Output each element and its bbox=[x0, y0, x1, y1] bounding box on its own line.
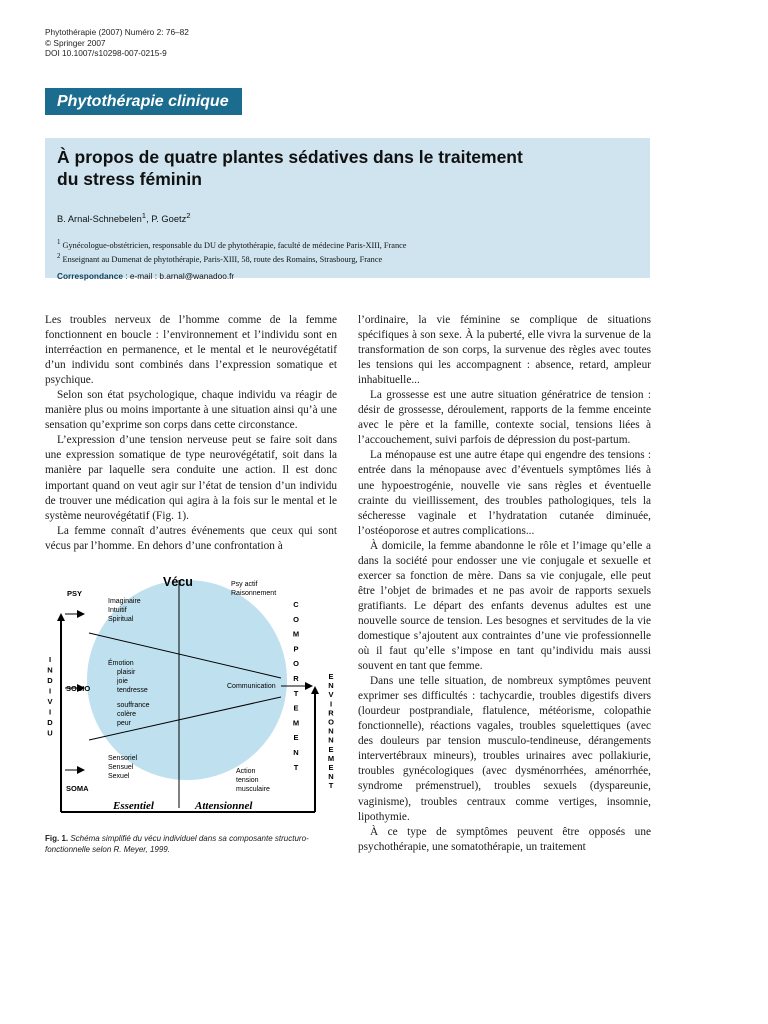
environnement-letter: T bbox=[328, 781, 334, 791]
affiliations bbox=[57, 237, 638, 265]
comportement-letter: O bbox=[293, 659, 299, 669]
diagram-title: Vécu bbox=[163, 575, 193, 589]
journal-info bbox=[45, 27, 189, 59]
label-joie: joie bbox=[117, 678, 128, 685]
individu-letter: V bbox=[47, 697, 53, 706]
environnement-letter: I bbox=[329, 699, 333, 709]
environnement-letter: R bbox=[328, 708, 334, 718]
title-line-2: du stress féminin bbox=[57, 169, 202, 189]
title-line-1: À propos de quatre plantes sédatives dans le traitement bbox=[57, 147, 523, 167]
authors bbox=[57, 211, 638, 224]
paragraph: Dans une telle situation, de nombreux symptômes peuvent exprimer ses difficultés : tachycardie, troubles digestifs divers (lourdeur postprandiale, flatulence, météorisme, colopathie fonctionnelle), réactions vagales, troubles squelettiques (avec des douleurs par tension musculo-tendineuse, dérangements intervertébraux mineurs), troubles urinaires avec pollakiurie, troubles gynécologiques (avec dysménorrhées, aménorrhée, syndrome prémenstruel), troubles sexuels (dyspareunie, vaginisme), troubles centraux comme vertiges, insomnie, lipothymie. bbox=[358, 675, 651, 823]
affiliation-1-text: Gynécologue-obstétricien, responsable du DU de phytothérapie, faculté de médecine Paris-XIII, France bbox=[60, 240, 407, 250]
individu-letter: N bbox=[47, 665, 53, 675]
title-box bbox=[45, 138, 650, 281]
label-sensuel: Sensuel bbox=[108, 764, 134, 771]
affiliation-2 bbox=[57, 251, 638, 265]
comportement-letter: E bbox=[293, 733, 299, 743]
comportement-letter: O bbox=[293, 614, 299, 624]
paragraph: La femme connaît d’autres événements que ceux qui sont vécus par l’homme. En dehors d’une confrontation à bbox=[45, 524, 337, 552]
label-spiritual: Spiritual bbox=[108, 616, 134, 623]
comportement-letter: T bbox=[293, 688, 299, 698]
comportement-letter: P bbox=[293, 644, 299, 654]
label-socio: SOCIO bbox=[66, 684, 91, 693]
comportement-letter: C bbox=[293, 600, 299, 609]
affiliation-2-sup: 2 bbox=[57, 252, 61, 260]
label-imaginaire: Imaginaire bbox=[108, 598, 141, 605]
paragraph: l’ordinaire, la vie féminine se complique de situations spécifiques à son sexe. À la puberté, elle vivra la survenue de la transformation de son corps, la survenue des règles avec toutes les tensions qui les accompagnent : absence, retard, ampleur inhabituelle... bbox=[358, 314, 651, 387]
label-souffrance: souffrance bbox=[117, 702, 150, 709]
environnement-letter: O bbox=[328, 717, 334, 727]
figure-caption bbox=[45, 833, 340, 855]
journal-citation: Phytothérapie (2007) Numéro 2: 76–82 bbox=[45, 27, 189, 37]
paragraph: Selon son état psychologique, chaque individu va réagir de manière plus ou moins importante à une situation ainsi qu’à une sensation qu’exprime son corps dans cette circonstance. bbox=[45, 389, 337, 432]
author-1: B. Arnal-Schnebelen bbox=[57, 214, 142, 225]
paragraph: Les troubles nerveux de l’homme comme de la femme fonctionnent en boucle : l’environnement et l’individu sont en interréaction en permanence, et le mental et le neurovégétatif d’un individu sont combinés dans l’expression somatique et psychique. bbox=[45, 314, 337, 387]
individu-letter: D bbox=[47, 676, 53, 685]
section-banner: Phytothérapie clinique bbox=[45, 88, 242, 115]
comportement-letter: M bbox=[292, 629, 300, 639]
paragraph: À domicile, la femme abandonne le rôle et l’image qu’elle a dans la société pour endosser une vie conjugale et sexuelle et exercer sa fonction de mère. Dans sa vie conjugale, elle peut être l’objet de brimades et ne pas avoir de rapports sexuels gratifiants. Le départ des enfants devenus adultes est une nouvelle source de tension. Les besognes et servitudes de la vie domestique s’ajoutent aux contraintes d’une vie professionnelle où il faut qu’elle s’impose en tant qu’individu mais aussi souvent en tant que femme. bbox=[358, 539, 651, 673]
label-raisonnement: Raisonnement bbox=[231, 590, 277, 597]
individu-letter: I bbox=[48, 655, 52, 664]
label-psy-actif: Psy actif bbox=[231, 581, 258, 588]
paragraph: La grossesse est une autre situation génératrice de tension : désir de grossesse, déroulement, rapports de la femme enceinte avec le père et la famille, contexte social, tensions liées à l’accouchement, suivi parfois de dépression du post-partum. bbox=[358, 389, 651, 447]
individu-letter: U bbox=[47, 728, 53, 738]
label-emotion: Émotion bbox=[108, 660, 134, 667]
environnement-letter: E bbox=[328, 763, 334, 772]
affiliation-1 bbox=[57, 237, 638, 251]
body-column-2 bbox=[358, 313, 651, 855]
label-colere: colère bbox=[117, 711, 137, 718]
paragraph: À ce type de symptômes peuvent être opposés une psychothérapie, une somatothérapie, un traitement bbox=[358, 825, 651, 853]
paragraph: La ménopause est une autre étape qui engendre des tensions : entrée dans la ménopause avec d’éventuels symptômes liés à une hypoestrogénie, nouvelle vie sans règles et éventuelle crainte du vieillissement, des troubles pathologiques, tels la sécheresse vaginale et l’hydratation cutanée diminuée, l’ostéoporose et autres complications... bbox=[358, 449, 651, 537]
label-individu-vertical bbox=[47, 655, 53, 738]
paragraph: L’expression d’une tension nerveuse peut se faire soit dans une expression somatique de type neurovégétatif, soit dans la manière par laquelle sera conduite une action. Il est donc important quand on veut agir sur l’état de tension d’un individu de trouver une médication qui agira à la fois sur le mental et le système neurovégétatif (Fig. 1). bbox=[45, 434, 337, 522]
label-musculaire: musculaire bbox=[236, 786, 270, 793]
label-tendresse: tendresse bbox=[117, 687, 148, 694]
environnement-letter: N bbox=[328, 726, 334, 736]
comportement-letter: T bbox=[293, 762, 299, 772]
environnement-letter: N bbox=[328, 735, 334, 745]
body-column-1 bbox=[45, 313, 337, 554]
label-action: Action bbox=[236, 768, 256, 775]
environnement-letter: V bbox=[328, 690, 334, 700]
environnement-letter: N bbox=[328, 772, 334, 782]
individu-letter: D bbox=[47, 718, 53, 727]
label-plaisir: plaisir bbox=[117, 669, 136, 676]
label-attensionnel: Attensionnel bbox=[195, 800, 253, 812]
comportement-letter: E bbox=[293, 703, 299, 713]
article-title bbox=[57, 146, 638, 190]
individu-letter: I bbox=[48, 707, 52, 717]
author-2-sup: 2 bbox=[186, 211, 191, 220]
comportement-letter: M bbox=[292, 718, 300, 728]
correspondence bbox=[57, 271, 638, 281]
label-essentiel: Essentiel bbox=[113, 800, 154, 812]
comportement-letter: N bbox=[293, 748, 299, 757]
caption-text: Schéma simplifié du vécu individuel dans sa composante structuro-fonctionnelle selon R. Meyer, 1999. bbox=[45, 834, 309, 854]
label-environnement-vertical bbox=[328, 672, 334, 790]
caption-label: Fig. 1. bbox=[45, 834, 69, 843]
doi: DOI 10.1007/s10298-007-0215-9 bbox=[45, 48, 167, 58]
individu-letter: I bbox=[48, 686, 52, 696]
author-1-sup: 1 bbox=[141, 211, 147, 220]
author-2: P. Goetz bbox=[151, 214, 187, 225]
label-tension: tension bbox=[236, 777, 259, 784]
diagram bbox=[45, 570, 340, 820]
label-psy: PSY bbox=[67, 589, 83, 598]
figure-1 bbox=[45, 570, 340, 820]
label-communication: Communication bbox=[227, 683, 276, 690]
comportement-letter: R bbox=[293, 674, 299, 683]
environnement-letter: E bbox=[328, 672, 334, 681]
correspondence-label: Correspondance bbox=[57, 270, 123, 281]
copyright: © Springer 2007 bbox=[45, 37, 106, 48]
label-intuitif: Intuitif bbox=[108, 607, 127, 614]
correspondence-email: : e-mail : b.arnal@wanadoo.fr bbox=[122, 270, 235, 281]
environnement-letter: E bbox=[328, 744, 334, 754]
affiliation-1-sup: 1 bbox=[57, 239, 61, 247]
label-soma: SOMA bbox=[66, 784, 89, 793]
author-separator: , bbox=[146, 214, 152, 225]
label-peur: peur bbox=[117, 720, 132, 727]
environnement-letter: M bbox=[327, 753, 335, 763]
environnement-letter: N bbox=[328, 681, 334, 691]
label-sexuel: Sexuel bbox=[108, 773, 130, 780]
affiliation-2-text: Enseignant au Dumenat de phytothérapie, Paris-XIII, 58, route des Romains, Strasbourg, France bbox=[60, 254, 383, 264]
label-sensoriel: Sensoriel bbox=[108, 755, 138, 762]
